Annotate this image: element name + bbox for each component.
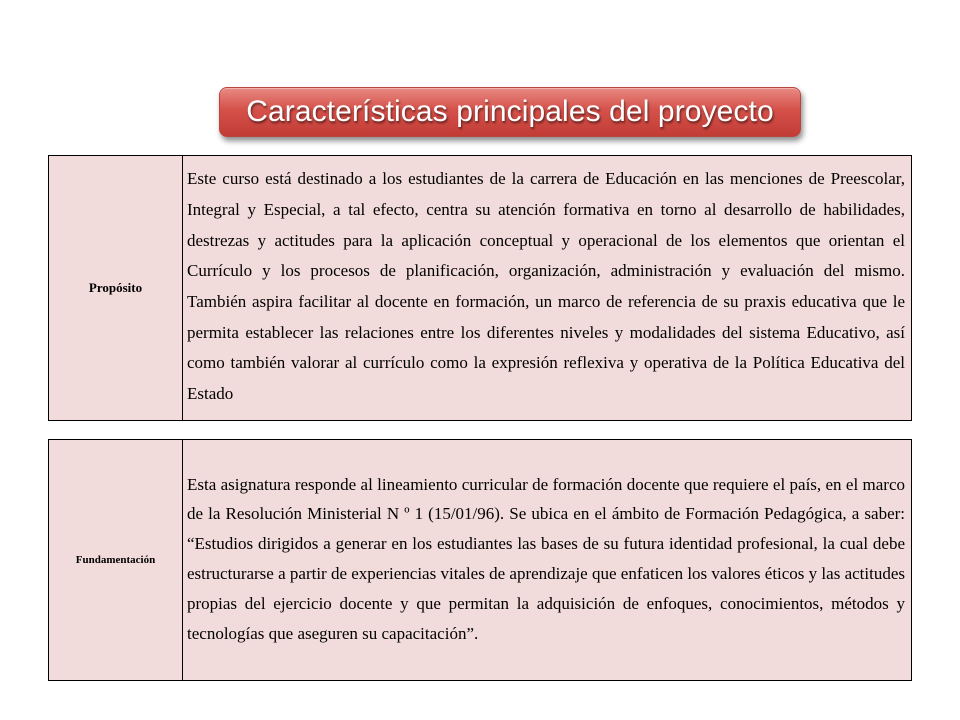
proposito-label: Propósito — [49, 156, 183, 421]
title-banner — [219, 87, 801, 137]
slide-title: Características principales del proyecto — [246, 95, 774, 128]
fundamentacion-label: Fundamentación — [49, 440, 183, 681]
fundamentacion-text: Esta asignatura responde al lineamiento curricular de formación docente que requiere el país, en el marco de la Resolución Ministerial N º 1 (15/01/96). Se ubica en el ámbito de Formación Pedagógica, a saber: “Estudios dirigidos a generar en los estudiantes las bases de su futura identidad profesional, la cual debe estructurarse a partir de experiencias vitales de aprendizaje que enfaticen los valores éticos y las actitudes propias del ejercicio docente y que permitan la adquisición de enfoques, conocimientos, métodos y tecnologías que aseguren su capacitación”. — [183, 440, 912, 681]
table-row — [49, 440, 912, 681]
fundamentacion-table — [48, 439, 912, 681]
proposito-table — [48, 155, 912, 421]
proposito-text: Este curso está destinado a los estudiantes de la carrera de Educación en las menciones de Preescolar, Integral y Especial, a tal efecto, centra su atención formativa en torno al desarrollo de habilidades, destrezas y actitudes para la aplicación conceptual y operacional de los elementos que orientan el Currículo y los procesos de planificación, organización, administración y evaluación del mismo. También aspira facilitar al docente en formación, un marco de referencia de su praxis educativa que le permita establecer las relaciones entre los diferentes niveles y modalidades del sistema Educativo, así como también valorar al currículo como la expresión reflexiva y operativa de la Política Educativa del Estado — [183, 156, 912, 421]
table-row — [49, 156, 912, 421]
